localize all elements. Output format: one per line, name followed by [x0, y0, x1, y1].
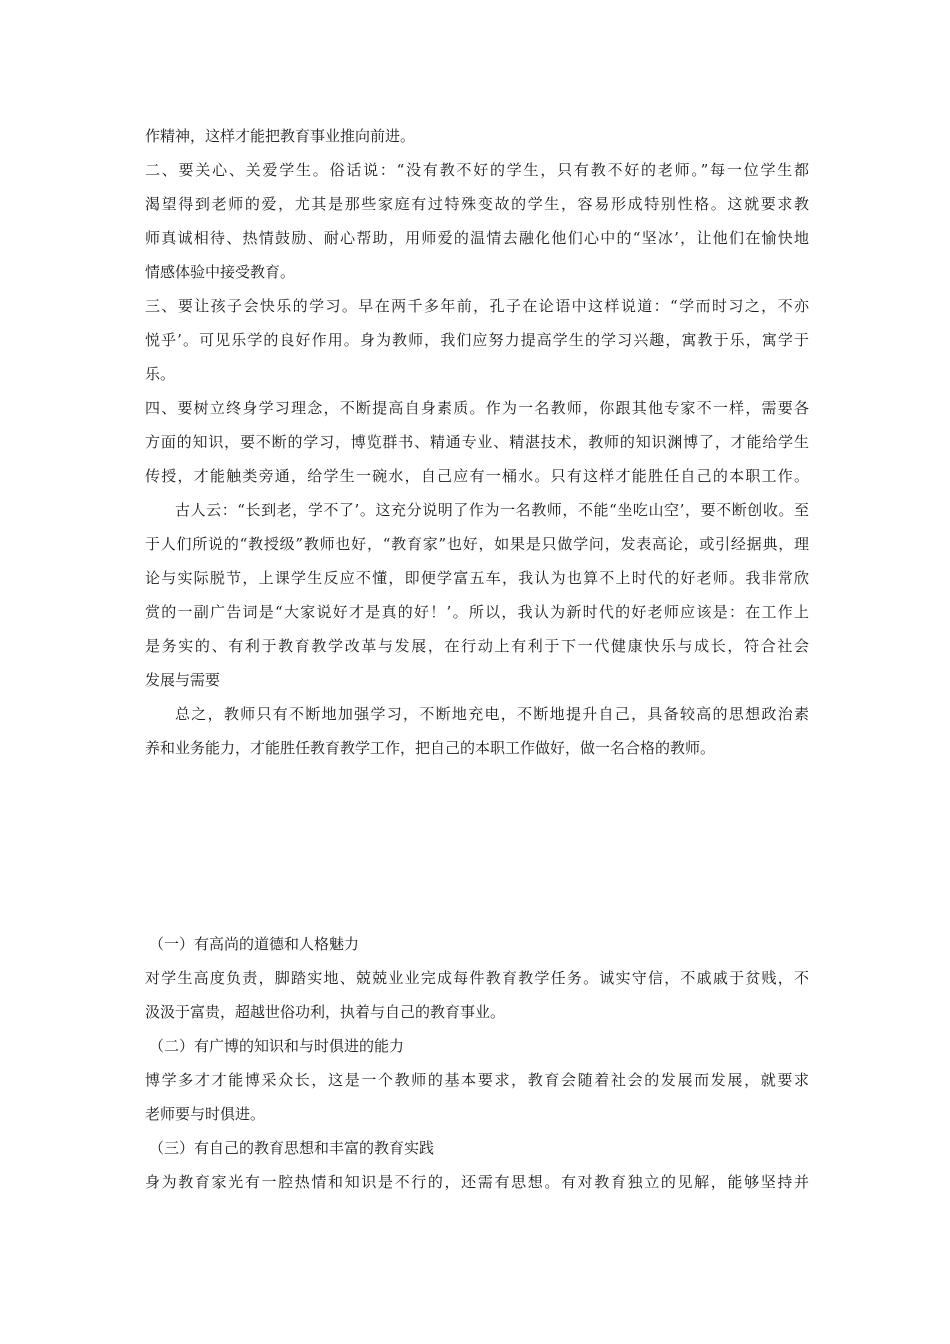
paragraph-line: 古人云：“长到老，学不了’。这充分说明了作为一名教师，不能“坐吃山空’，要不断创收。至: [175, 501, 809, 519]
paragraph-line: 方面的知识，要不断的学习，博览群书、精通专业、精湛技术，教师的知识渊博了，才能给学生: [145, 433, 809, 451]
paragraph-line: 汲汲于富贵，超越世俗功利，执着与自己的教育事业。: [145, 1003, 506, 1021]
paragraph-line: 总之，教师只有不断地加强学习，不断地充电，不断地提升自己，具备较高的思想政治素: [175, 705, 809, 723]
paragraph-line: 博学多才才能博采众长，这是一个教师的基本要求，教育会随着社会的发展而发展，就要求: [145, 1071, 809, 1089]
paragraph-line: 二、要关心、关爱学生。俗话说：“没有教不好的学生，只有教不好的老师。”每一位学生都: [145, 161, 809, 179]
paragraph-line: 发展与需要: [145, 671, 221, 689]
essay-body: [145, 119, 809, 765]
paragraph-line: 作精神，这样才能把教育事业推向前进。: [145, 127, 416, 145]
paragraph-line: 四、要树立终身学习理念，不断提高自身素质。作为一名教师，你跟其他专家不一样，需要各: [145, 399, 809, 417]
paragraph-line: 赏的一副广告词是“大家说好才是真的好！’。所以，我认为新时代的好老师应该是：在工作上: [145, 603, 809, 621]
paragraph-line: 是务实的、有利于教育教学改革与发展，在行动上有利于下一代健康快乐与成长，符合社会: [145, 637, 809, 655]
qualities-section: [145, 927, 809, 1199]
paragraph-line: 渴望得到老师的爱，尤其是那些家庭有过特殊变故的学生，容易形成特别性格。这就要求教: [145, 195, 809, 213]
section-heading: （一）有高尚的道德和人格魅力: [149, 935, 360, 953]
paragraph-line: 论与实际脱节，上课学生反应不懂，即便学富五车，我认为也算不上时代的好老师。我非常欣: [145, 569, 809, 587]
paragraph-line: 身为教育家光有一腔热情和知识是不行的，还需有思想。有对教育独立的见解，能够坚持并: [145, 1173, 809, 1191]
section-heading: （三）有自己的教育思想和丰富的教育实践: [149, 1139, 435, 1157]
paragraph-line: 对学生高度负责，脚踏实地、兢兢业业完成每件教育教学任务。诚实守信，不戚戚于贫贱，不: [145, 969, 809, 987]
section-heading: （二）有广博的知识和与时俱进的能力: [149, 1037, 405, 1055]
paragraph-line: 养和业务能力，才能胜任教育教学工作，把自己的本职工作做好，做一名合格的教师。: [145, 739, 716, 757]
paragraph-line: 传授，才能触类旁通，给学生一碗水，自己应有一桶水。只有这样才能胜任自己的本职工作。: [145, 467, 809, 485]
paragraph-line: 三、要让孩子会快乐的学习。早在两千多年前，孔子在论语中这样说道：“学而时习之，不亦: [145, 297, 809, 315]
paragraph-line: 悦乎’。可见乐学的良好作用。身为教师，我们应努力提高学生的学习兴趣，寓教于乐，寓学于: [145, 331, 809, 349]
paragraph-line: 于人们所说的“教授级”教师也好，“教育家”也好，如果是只做学问，发表高论，或引经据典，理: [145, 535, 809, 553]
paragraph-line: 师真诚相待、热情鼓励、耐心帮助，用师爱的温情去融化他们心中的“坚冰’，让他们在愉快地: [145, 229, 809, 247]
paragraph-line: 乐。: [145, 365, 176, 383]
paragraph-line: 老师要与时俱进。: [145, 1105, 266, 1123]
paragraph-line: 情感体验中接受教育。: [145, 263, 296, 281]
